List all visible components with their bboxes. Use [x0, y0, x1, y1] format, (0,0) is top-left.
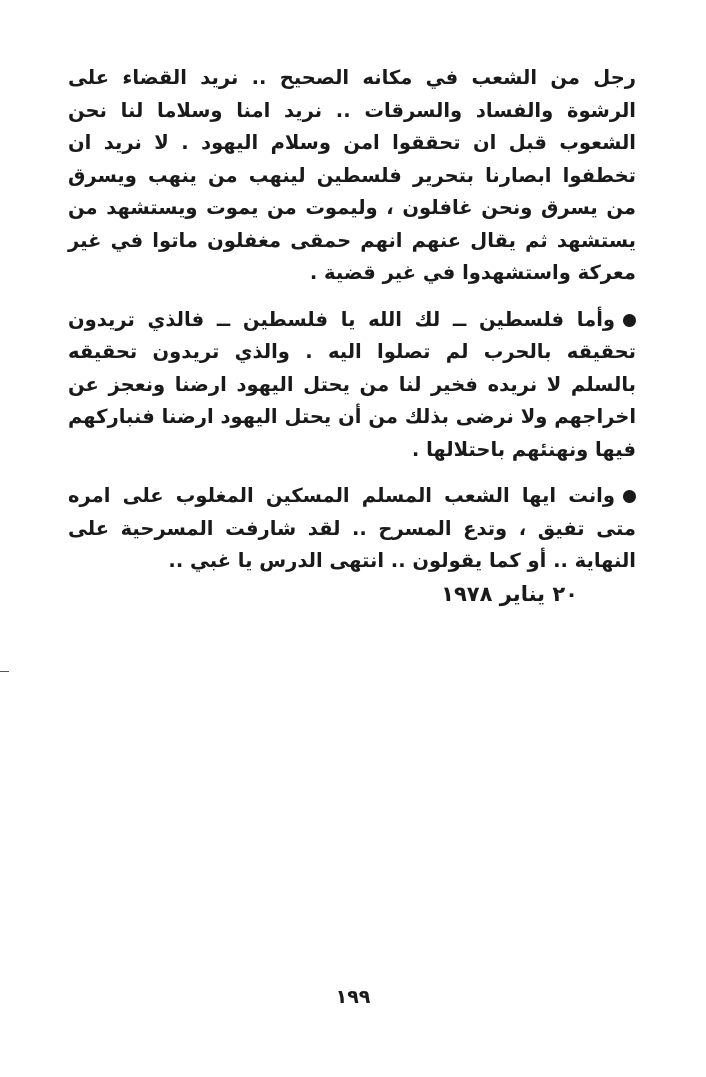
- paragraph-3: [68, 480, 636, 578]
- paragraph-2-text: وأما فلسطين ــ لك الله يا فلسطين ــ فالذي تريدون تحقيقه بالحرب لم تصلوا اليه . والذي تريدون تحقيقه بالسلم لا نريده فخير لنا من يحتل اليهود ارضنا ونعجز عن اخراجهم ولا نرضى بذلك من أن يحتل اليهود ارضنا فنباركهم فيها ونهنئهم باحتلالها .: [68, 307, 636, 461]
- bullet-icon: [623, 490, 636, 503]
- margin-mark: [0, 671, 9, 672]
- paragraph-3-text: وانت ايها الشعب المسلم المسكين المغلوب على امره متى تفيق ، وتدع المسرح .. لقد شارفت المسرحية على النهاية .. أو كما يقولون .. انتهى الدرس يا غبي ..: [68, 484, 636, 572]
- paragraph-2: [68, 304, 636, 467]
- paragraph-1-text: رجل من الشعب في مكانه الصحيح .. نريد القضاء على الرشوة والفساد والسرقات .. نريد امنا وسلاما لنا نحن الشعوب قبل ان تحققوا امن وسلام اليهود . لا نريد ان تخطفوا ابصارنا بتحرير فلسطين لينهب من ينهب ويسرق من يسرق ونحن غافلون ، وليموت من يموت ويستشهد من يستشهد ثم يقال عنهم انهم حمقى مغفلون ماتوا في غير معركة واستشهدوا في غير قضية .: [68, 66, 636, 284]
- bullet-icon: [623, 314, 636, 327]
- paragraph-1: [68, 62, 636, 290]
- body-text: [68, 62, 636, 578]
- date: ٢٠ يناير ١٩٧٨: [441, 582, 578, 606]
- page-number: ١٩٩: [335, 986, 371, 1008]
